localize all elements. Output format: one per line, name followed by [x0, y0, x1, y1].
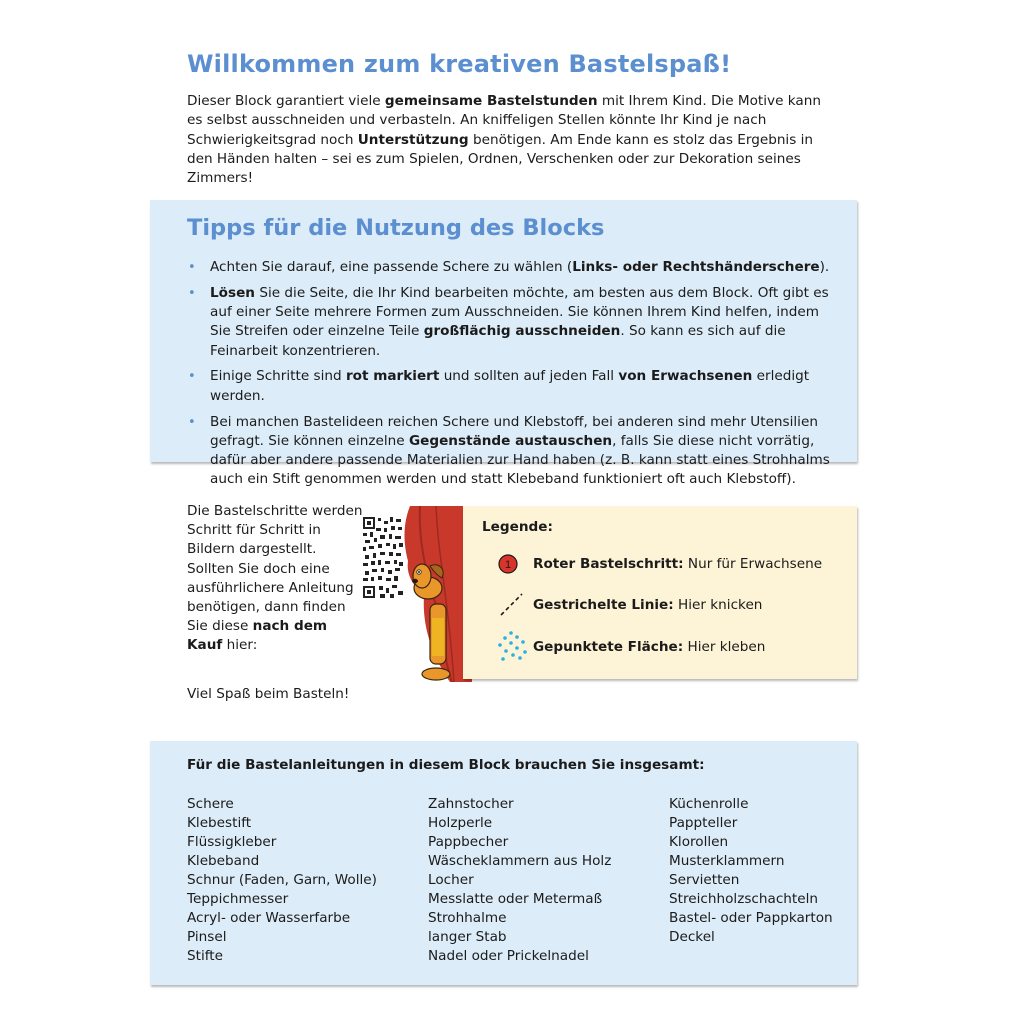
intro-paragraph: Dieser Block garantiert viele gemeinsame Bastelstunden mit Ihrem Kind. Die Motive kann es selbst ausschneiden und verbasteln. An kniffeligen Stellen könnte Ihr Kind je nach Schwierigkeitsgrad noch Unterstützung benötigen. Am Ende kann es stolz das Ergebnis in den Händen halten – sei es zum Spielen, Ordnen, Verschenken oder zur Dekoration seines Zimmers! — [187, 93, 821, 187]
tip-item: • Lösen Sie die Seite, die Ihr Kind bearbeiten möchte, am besten aus dem Block. Oft gibt es auf einer Seite mehrere Formen zum Ausschneiden. Sie können Ihrem Kind helfen, indem Sie Streifen oder einzelne Teile großflächig ausschneiden. So kann es sich auf die Feinarbeit konzentrieren. — [188, 284, 829, 359]
red-step-circle-icon — [497, 549, 533, 579]
material-item: Pappteller — [669, 815, 738, 831]
dotted-area-icon — [497, 632, 533, 662]
bullet-icon: • — [188, 285, 196, 301]
legend-title: Legende: — [482, 519, 553, 535]
page-title: Willkommen zum kreativen Bastelspaß! — [187, 50, 732, 78]
material-item: Acryl- oder Wasserfarbe — [187, 910, 351, 926]
tip-item: • Einige Schritte sind rot markiert und sollten auf jeden Fall von Erwachsenen erledigt werden. — [188, 368, 810, 404]
qr-code-icon[interactable] — [362, 516, 405, 600]
material-item: Strohhalme — [428, 910, 507, 926]
material-item: Pinsel — [187, 929, 227, 945]
materials-column-2 — [428, 795, 611, 966]
material-item: Klorollen — [669, 834, 729, 850]
materials-column-3 — [669, 795, 833, 947]
legend-label: Gepunktete Fläche: Hier kleben — [533, 639, 766, 655]
dog-curtain-illustration — [402, 506, 472, 682]
material-item: Bastel- oder Pappkarton — [669, 910, 833, 926]
material-item: Teppichmesser — [187, 891, 289, 907]
material-item: Schnur (Faden, Garn, Wolle) — [187, 872, 377, 888]
material-item: Flüssigkleber — [187, 834, 277, 850]
legend-item-red-step — [497, 549, 822, 579]
red-step-number: 1 — [504, 559, 512, 571]
material-item: Servietten — [669, 872, 740, 888]
material-item: Messlatte oder Metermaß — [428, 891, 603, 907]
tip-item: • Achten Sie darauf, eine passende Schere zu wählen (Links- oder Rechtshänderschere). — [187, 258, 837, 277]
bullet-icon: • — [188, 414, 196, 430]
dotted-area-svg — [497, 630, 531, 664]
materials-title: Für die Bastelanleitungen in diesem Block brauchen Sie insgesamt: — [187, 757, 705, 773]
material-item: Zahnstocher — [428, 796, 514, 812]
material-item: Klebeband — [187, 853, 260, 869]
tips-list — [187, 258, 837, 496]
bullet-icon: • — [188, 260, 196, 275]
bullet-icon: • — [188, 369, 196, 385]
material-item: Schere — [187, 796, 234, 812]
materials-column-1 — [187, 795, 377, 966]
material-item: Wäscheklammern aus Holz — [428, 853, 612, 869]
material-item: Küchenrolle — [669, 796, 749, 812]
material-item: Klebestift — [187, 815, 252, 831]
material-item: Deckel — [669, 929, 715, 945]
material-item: langer Stab — [428, 929, 507, 945]
tip-item: • Bei manchen Bastelideen reichen Schere und Klebstoff, bei anderen sind mehr Utensilien gefragt. Sie können einzelne Gegenstände austauschen, falls Sie diese nicht vorrätig, dafür aber andere passende Materialien zur Hand haben (z. B. kann statt eines Strohhalms auch ein Stift genommen werden und statt Klebeband funktioniert oft auch Klebstoff). — [188, 413, 830, 488]
dashed-line-icon — [497, 590, 533, 620]
legend-label: Roter Bastelschritt: Nur für Erwachsene — [533, 556, 823, 572]
legend-item-dotted-area — [497, 632, 765, 662]
dashed-line-svg — [497, 591, 527, 619]
legend-label: Gestrichelte Linie: Hier knicken — [533, 597, 763, 613]
material-item: Locher — [428, 872, 474, 888]
material-item: Stifte — [187, 948, 223, 964]
material-item: Nadel oder Prickelnadel — [428, 948, 589, 964]
material-item: Pappbecher — [428, 834, 509, 850]
qr-instructions: Die Bastelschritte werden Schritt für Schritt in Bildern dargestellt. Sollten Sie doch eine ausführlichere Anleitung benötigen, dann finden Sie diese nach dem Kauf hier: — [187, 503, 363, 654]
material-item: Holzperle — [428, 815, 493, 831]
material-item: Musterklammern — [669, 853, 785, 869]
material-item: Streichholzschachteln — [669, 891, 819, 907]
legend-item-dashed-line — [497, 590, 762, 620]
farewell-text: Viel Spaß beim Basteln! — [187, 686, 350, 702]
tips-title: Tipps für die Nutzung des Blocks — [187, 215, 605, 241]
red-step-circle-svg — [497, 553, 519, 575]
